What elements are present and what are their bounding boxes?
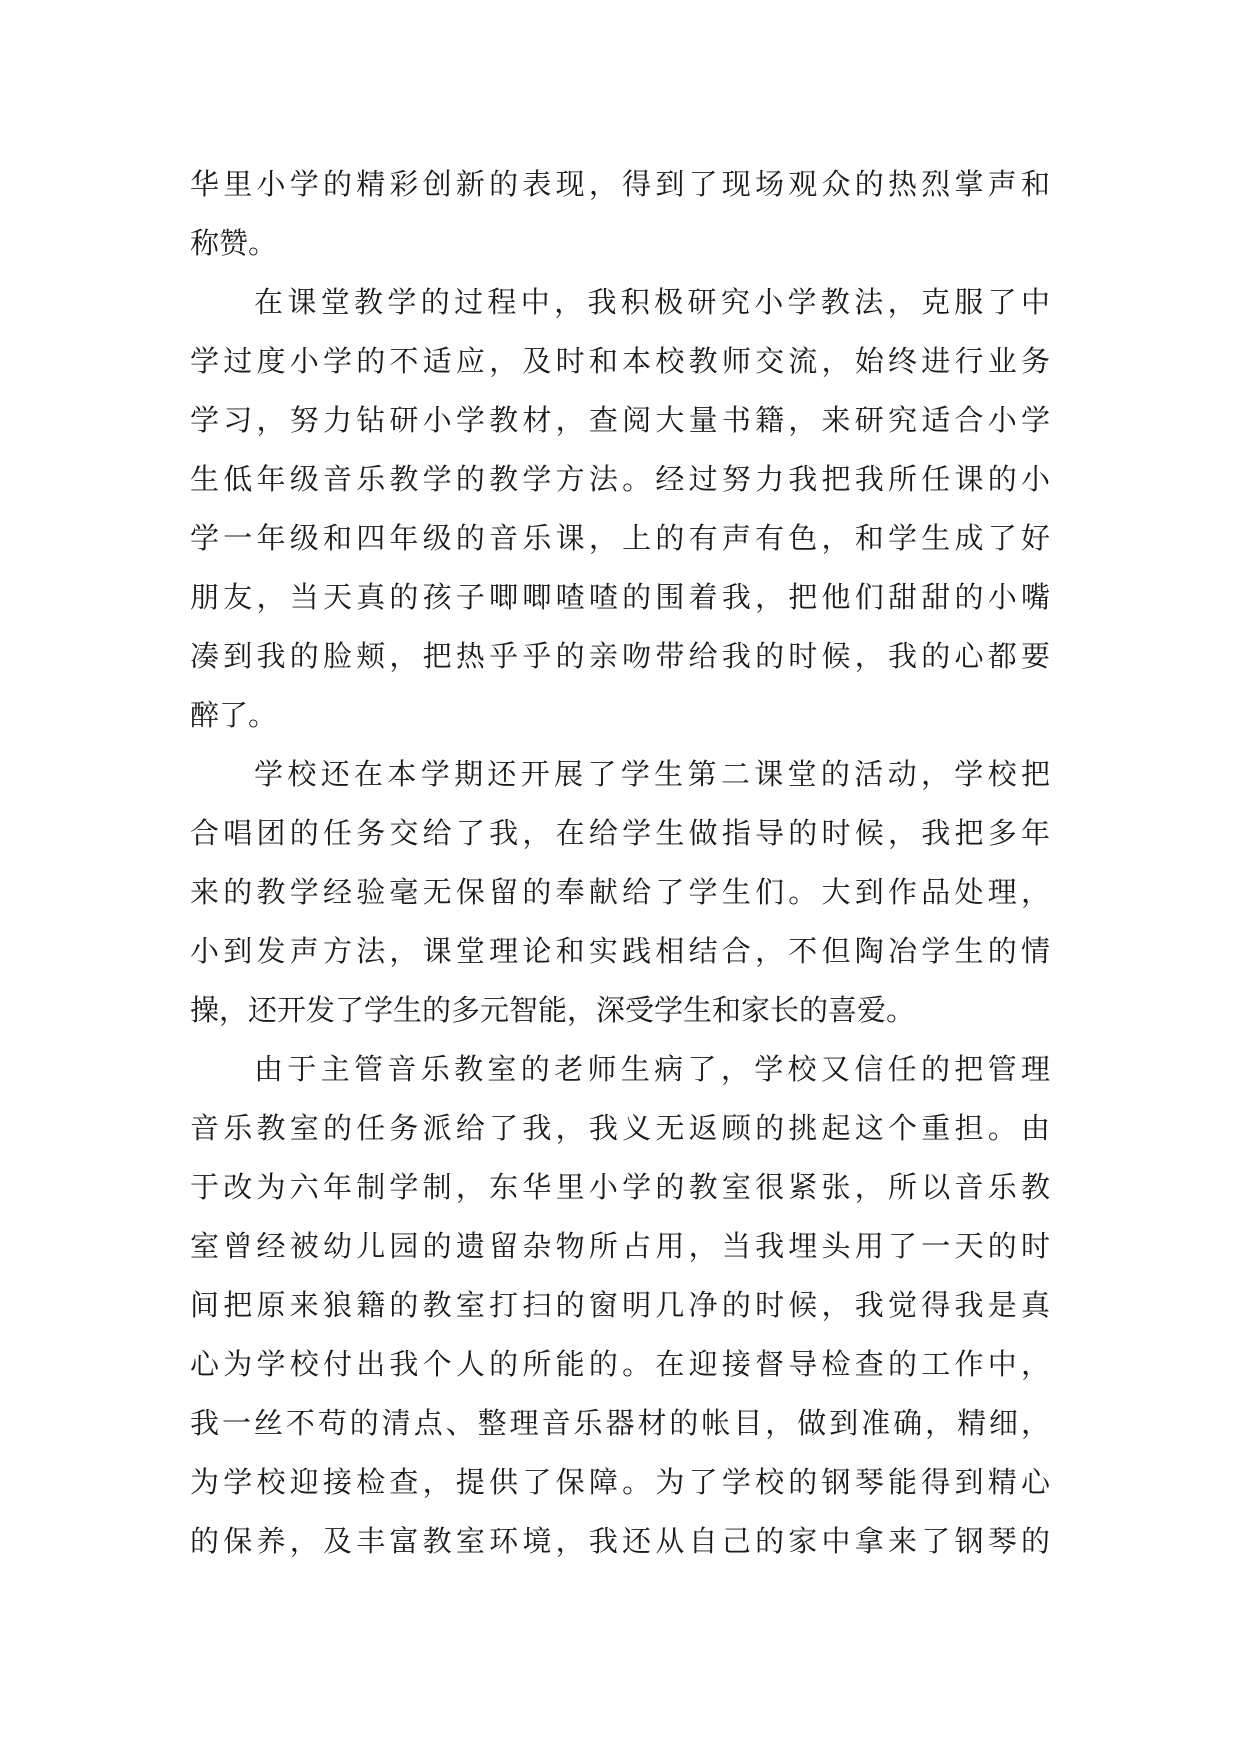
text-line: 醉了。 [190, 698, 278, 732]
paragraph [190, 745, 1050, 1040]
body-text [190, 155, 1050, 1571]
text-line: 操，还开发了学生的多元智能，深受学生和家长的喜爱。 [190, 993, 916, 1027]
text-line: 华里小学的精彩创新的表现，得到了现场观众的热烈掌声和 [190, 167, 1050, 201]
text-line: 我一丝不苟的清点、整理音乐器材的帐目，做到准确，精细， [190, 1406, 1050, 1440]
text-line: 称赞。 [190, 226, 278, 260]
text-line: 为学校迎接检查，提供了保障。为了学校的钢琴能得到精心 [190, 1465, 1050, 1499]
text-line: 学习，努力钻研小学教材，查阅大量书籍，来研究适合小学 [190, 403, 1050, 437]
text-line: 在课堂教学的过程中，我积极研究小学教法，克服了中 [254, 285, 1050, 319]
text-line: 学校还在本学期还开展了学生第二课堂的活动，学校把 [254, 757, 1050, 791]
text-line: 学过度小学的不适应，及时和本校教师交流，始终进行业务 [190, 344, 1050, 378]
text-line: 由于主管音乐教室的老师生病了，学校又信任的把管理 [254, 1052, 1050, 1086]
paragraph [190, 273, 1050, 745]
text-line: 小到发声方法，课堂理论和实践相结合，不但陶冶学生的情 [190, 934, 1050, 968]
text-line: 来的教学经验毫无保留的奉献给了学生们。大到作品处理， [190, 875, 1050, 909]
text-line: 间把原来狼籍的教室打扫的窗明几净的时候，我觉得我是真 [190, 1288, 1050, 1322]
paragraph [190, 155, 1050, 273]
text-line: 生低年级音乐教学的教学方法。经过努力我把我所任课的小 [190, 462, 1050, 496]
text-line: 室曾经被幼儿园的遗留杂物所占用，当我埋头用了一天的时 [190, 1229, 1050, 1263]
text-line: 心为学校付出我个人的所能的。在迎接督导检查的工作中， [190, 1347, 1050, 1381]
text-line: 的保养，及丰富教室环境，我还从自己的家中拿来了钢琴的 [190, 1524, 1050, 1558]
text-line: 于改为六年制学制，东华里小学的教室很紧张，所以音乐教 [190, 1170, 1050, 1204]
text-line: 朋友，当天真的孩子唧唧喳喳的围着我，把他们甜甜的小嘴 [190, 580, 1050, 614]
paragraph [190, 1040, 1050, 1571]
text-line: 合唱团的任务交给了我，在给学生做指导的时候，我把多年 [190, 816, 1050, 850]
text-line: 学一年级和四年级的音乐课，上的有声有色，和学生成了好 [190, 521, 1050, 555]
text-line: 凑到我的脸颊，把热乎乎的亲吻带给我的时候，我的心都要 [190, 639, 1050, 673]
text-line: 音乐教室的任务派给了我，我义无返顾的挑起这个重担。由 [190, 1111, 1050, 1145]
